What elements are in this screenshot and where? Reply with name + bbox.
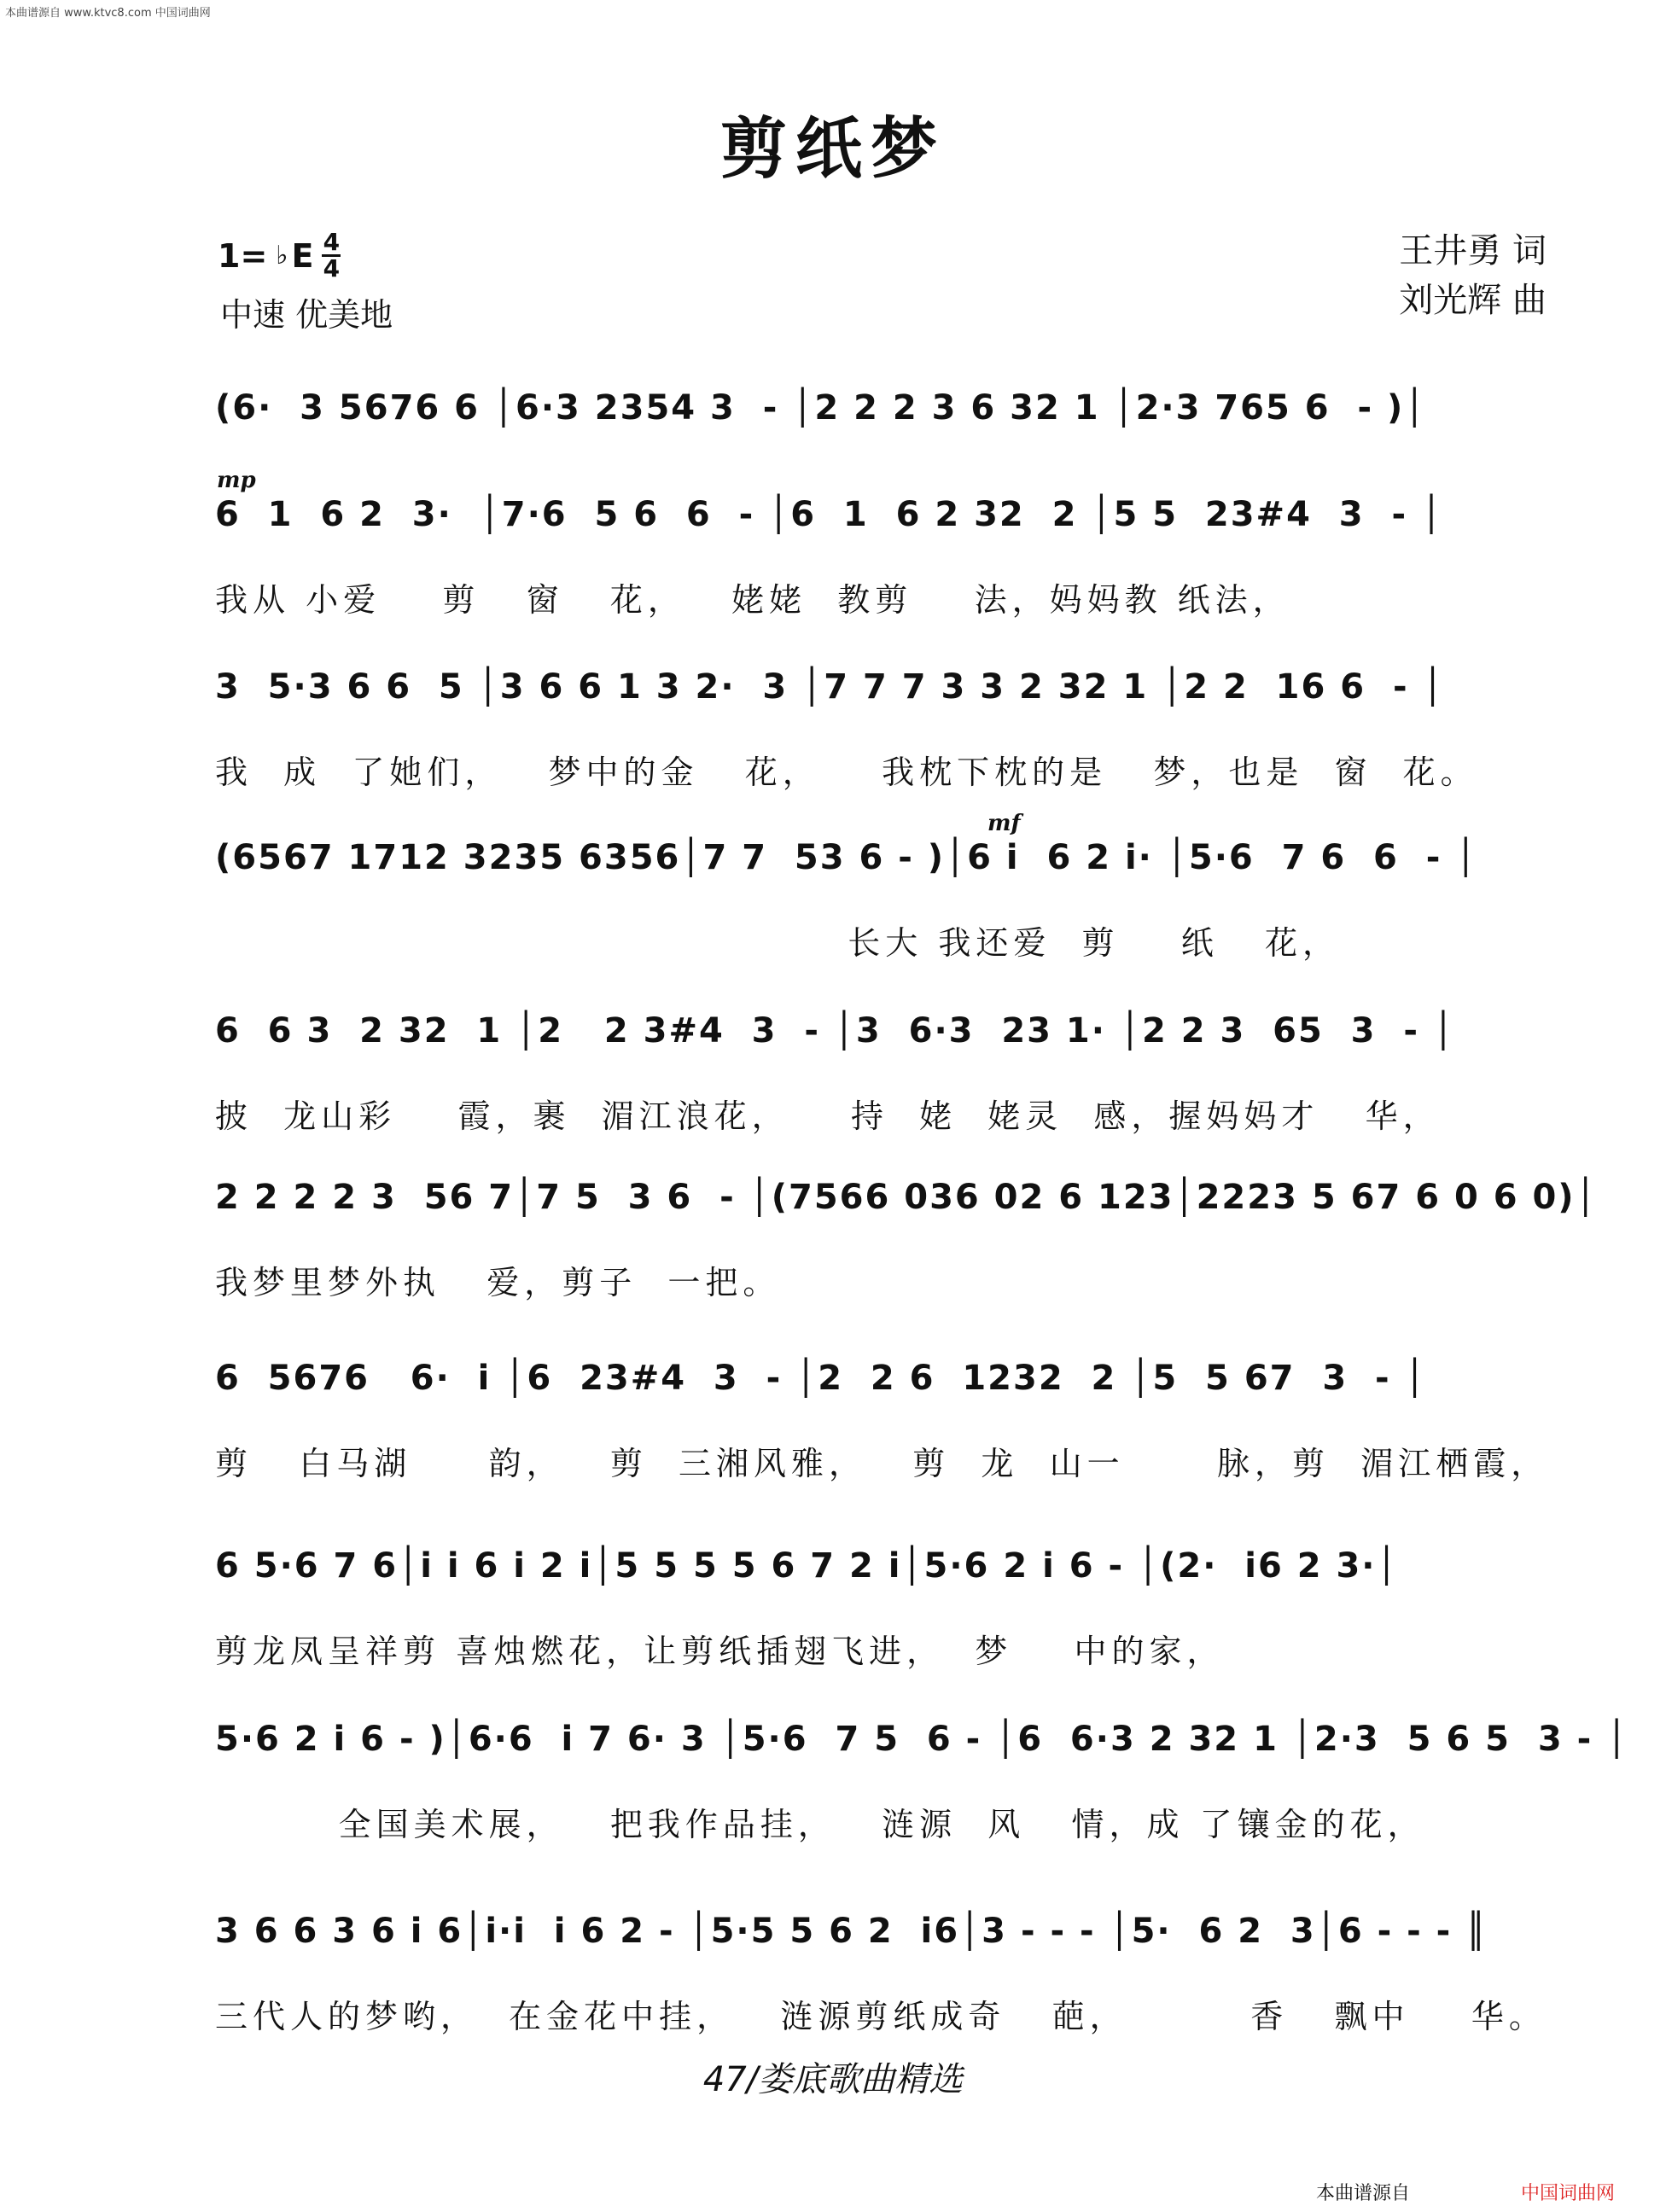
lyrics-row: 披 龙山彩 霞，裹 湄江浪花， 持 姥 姥灵 感，握妈妈才 华， [215,1097,1441,1135]
dynamic-marking: mp [217,468,256,493]
score-line-1 [215,388,1555,474]
key-note: E [291,236,314,275]
notation-row: 6 1 6 2 3· │7·6 5 6 6 - │6 1 6 2 32 2 │5 5 23#4 3 - │ [215,495,1444,534]
dynamic-marking: mf [987,811,1021,836]
tempo-marking: 中速 优美地 [220,296,393,334]
score-line-9 [215,1720,1629,1843]
lyrics-row: 剪龙凤呈祥剪 喜烛燃花，让剪纸插翅飞进， 梦 中的家， [215,1633,1225,1670]
score-line-7 [215,1359,1555,1482]
lyrics-row: 我从 小爱 剪 窗 花， 姥姥 教剪 法，妈妈教 纸法， [215,581,1290,619]
score-line-3 [215,667,1555,791]
time-signature [322,230,341,281]
page-caption: 47/娄底歌曲精选 [702,2060,964,2099]
credits [1399,226,1547,325]
notation-row: 3 5·3 6 6 5 │3 6 6 1 3 2· 3 │7 7 7 3 3 2 32 1 │2 2 16 6 - │ [215,667,1445,707]
time-bottom: 4 [323,254,341,282]
score-line-8 [215,1546,1555,1670]
source-note: 本曲谱源自 www.ktvc8.com 中国词曲网 [5,7,211,20]
notation-row: 6 5676 6· i │6 23#4 3 - │2 2 6 1232 2 │5 5 67 3 - │ [215,1359,1427,1398]
notation-row: 5·6 2 i 6 - )│6·6 i 7 6· 3 │5·6 7 5 6 - │6 6·3 2 32 1 │2·3 5 6 5 3 - │ [215,1720,1629,1759]
lyrics-row: 我梦里梦外执 爱，剪子 一把。 [215,1264,781,1301]
corner-site-name: 中国词曲网 [1520,2183,1615,2204]
lyricist: 王井勇 词 [1399,231,1547,271]
notation-row: 6 5·6 7 6│i i 6 i 2 i│5 5 5 5 6 7 2 i│5·6 2 i 6 - │(2· i6 2 3·│ [215,1546,1399,1586]
notation-row: 3 6 6 3 6 i 6│i·i i 6 2 - │5·5 5 6 2 i6│3 - - - │5· 6 2 3│6 - - - ║ [215,1912,1488,1951]
corner-source-note: 本曲谱源自 [1315,2183,1410,2204]
score-line-4 [215,811,1555,962]
lyrics-row: 三代人的梦哟， 在金花中挂， 涟源剪纸成奇 葩， 香 飘中 华。 [215,1998,1547,2035]
key-prefix: 1= [218,236,268,275]
notation-row: (6· 3 5676 6 │6·3 2354 3 - │2 2 2 3 6 32 1 │2·3 765 6 - )│ [215,388,1427,428]
notation-row: 6 6 3 2 32 1 │2 2 3#4 3 - │3 6·3 23 1· │2 2 3 65 3 - │ [215,1011,1455,1051]
score-line-10 [215,1912,1555,2035]
score-line-2 [215,468,1555,619]
score-line-6 [215,1178,1598,1301]
lyrics-row: 我 成 了她们， 梦中的金 花， 我枕下枕的是 梦，也是 窗 花。 [215,754,1478,791]
lyrics-row: 长大 我还爱 剪 纸 花， [215,924,1341,962]
key-signature [218,230,341,281]
notation-row: 2 2 2 2 3 56 7│7 5 3 6 - │(7566 036 02 6 123│2223 5 67 6 0 6 0)│ [215,1178,1598,1217]
notation-row: (6567 1712 3235 6356│7 7 53 6 - )│6 i 6 2 i· │5·6 7 6 6 - │ [215,838,1478,877]
lyrics-row: 全国美术展， 把我作品挂， 涟源 风 情，成 了镶金的花， [215,1806,1425,1843]
flat-sign: ♭ [276,241,288,271]
song-title: 剪纸梦 [719,110,946,188]
composer: 刘光辉 曲 [1399,281,1547,320]
time-top: 4 [323,228,341,256]
lyrics-row: 剪 白马湖 韵， 剪 三湘风雅， 剪 龙 山一 脉，剪 湄江栖霞， [215,1445,1549,1482]
score-line-5 [215,1011,1555,1135]
